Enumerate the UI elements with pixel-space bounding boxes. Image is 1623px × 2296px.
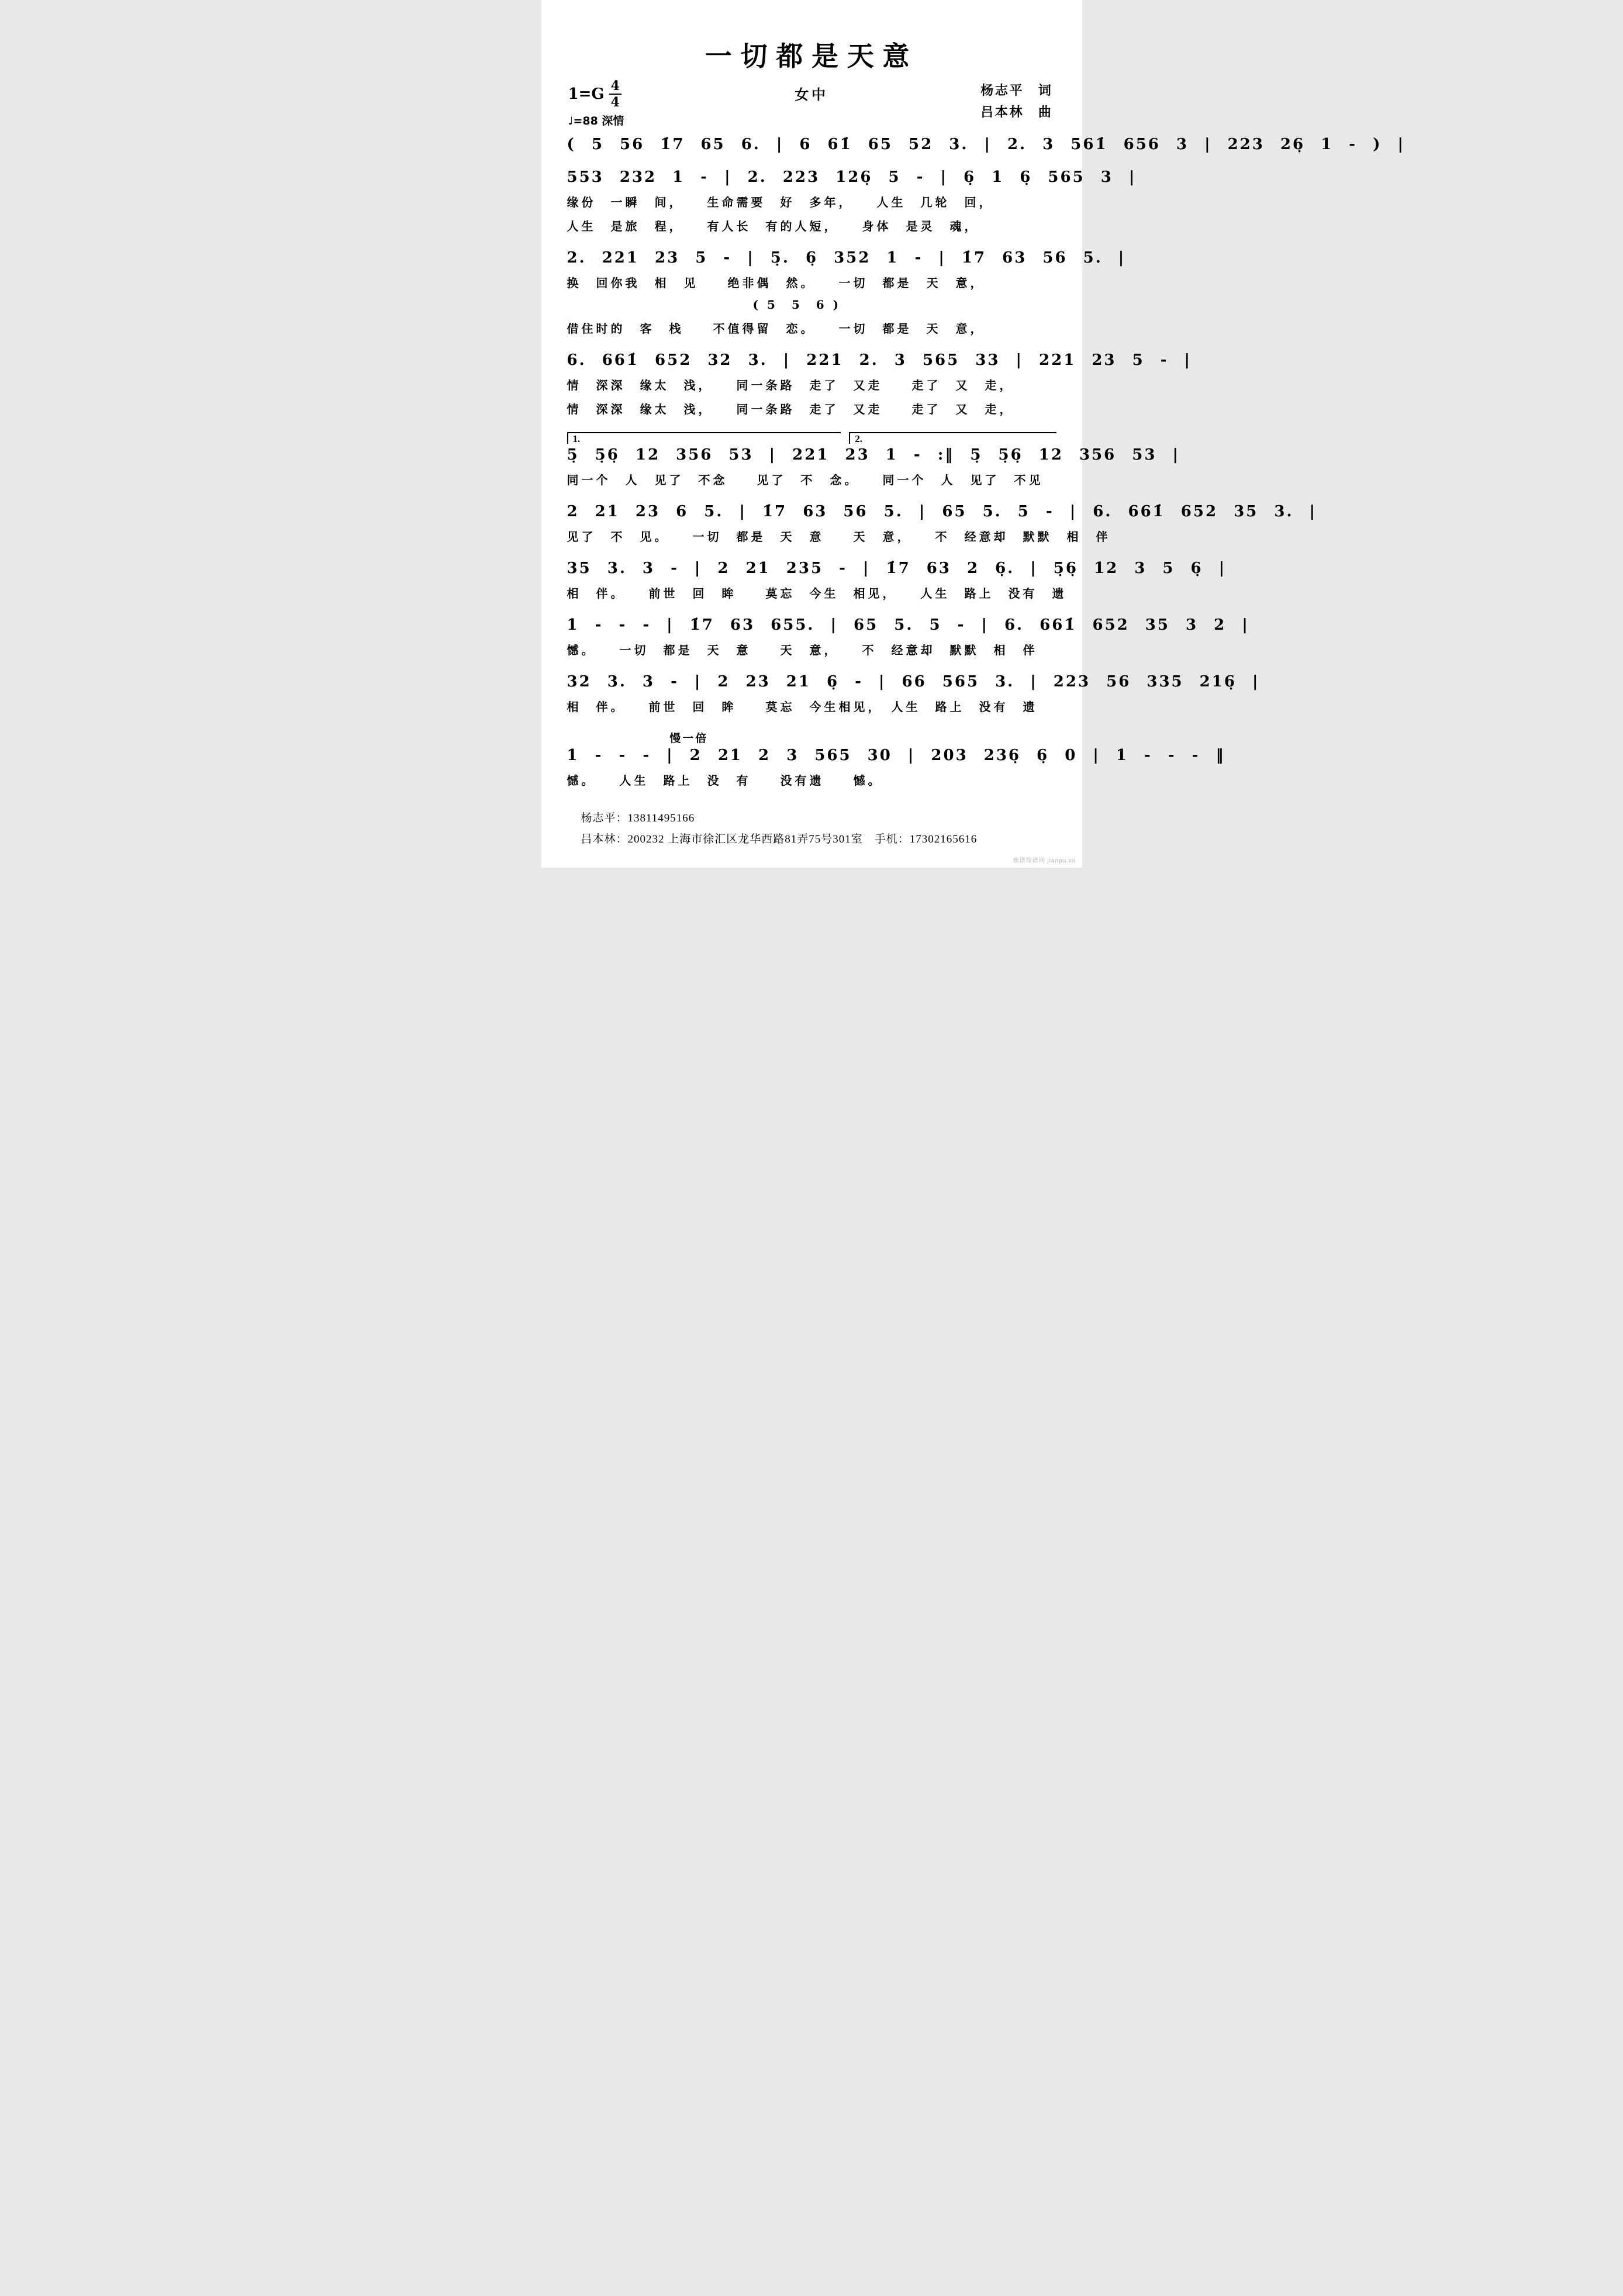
- volta-bracket-2: 2.: [849, 432, 1056, 444]
- lyric-line: 憾。 人生 路上 没 有 没有遗 憾。: [567, 775, 883, 788]
- volta-brackets: [567, 432, 1056, 444]
- notation-line: 2 21 23 6 5. | 1̇7 63 56 5. | 65 5. 5 - | 6. 661̇ 652 35 3. |: [567, 503, 1317, 520]
- notation-line: 32 3. 3 - | 2 23 21 6̣ - | 66 565 3. | 223 56 335 216̣ |: [567, 673, 1260, 690]
- lyric-line: 同一个 人 见了 不念 见了 不 念。 同一个 人 见了 不见: [567, 474, 1044, 487]
- notation-line: 553 232 1 - | 2. 223 126̣ 5 - | 6̣ 1 6̣ 565 3 |: [567, 168, 1137, 186]
- notation-line: ( 5 56 1̇7 65 6. | 6 61̇ 65 52 3. | 2. 3 561̇ 656 3 | 223 26̣ 1 - ) |: [567, 136, 1405, 153]
- sheet-music-page: [541, 0, 1405, 868]
- lyric-line-verse2: 情 深深 缘太 浅， 同一条路 走了 又走 走了 又 走，: [567, 403, 1014, 416]
- notation-line: 1 - - - | 2 21 2 3 565 30 | 203 236̣ 6̣ 0 | 1 - - - ‖: [567, 747, 1225, 764]
- lyric-line: 憾。 一切 都是 天 意 天 意， 不 经意却 默默 相 伴: [567, 644, 1038, 657]
- lyricist-credit: 杨志平 词: [980, 83, 1053, 98]
- site-watermark: 歌谱简谱网 jianpu.cn: [1013, 858, 1076, 865]
- key-label: 1=G: [568, 85, 605, 103]
- music-system-5: [565, 503, 1317, 544]
- lyric-line: 相 伴。 前世 回 眸 莫忘 今生相见， 人生 路上 没有 遗: [567, 701, 1038, 714]
- lyric-line-verse2: 人生 是旅 程， 有人长 有的人短， 身体 是灵 魂，: [567, 220, 979, 233]
- lyric-line-verse2: 借住时的 客 栈 不值得留 恋。 一切 都是 天 意，: [567, 323, 985, 336]
- notation-line: 2. 221 23 5 - | 5̣. 6̣ 352 1 - | 1̇7 63 56 5. |: [567, 249, 1126, 267]
- music-system-2: [565, 249, 1126, 336]
- lyric-line: 见了 不 见。 一切 都是 天 意 天 意， 不 经意却 默默 相 伴: [567, 531, 1111, 544]
- music-system-4-endings: [565, 432, 1180, 488]
- time-signature-top: 4: [609, 80, 621, 95]
- music-system-7: [565, 616, 1249, 658]
- lyric-line-verse1: 情 深深 缘太 浅， 同一条路 走了 又走 走了 又 走，: [567, 379, 1014, 392]
- music-system-8: [565, 673, 1260, 714]
- music-system-3: [565, 351, 1192, 417]
- tempo-marking: ♩=88 深情: [568, 115, 624, 127]
- music-system-9: [565, 730, 1225, 788]
- lyricist-contact: 杨志平：13811495166: [581, 812, 695, 824]
- voice-part-label: 女中: [795, 88, 828, 103]
- lyric-line: 相 伴。 前世 回 眸 莫忘 今生 相见， 人生 路上 没有 遗: [567, 588, 1067, 600]
- time-signature-bottom: 4: [610, 95, 620, 110]
- song-title: 一切都是天意: [705, 42, 918, 71]
- notation-line: 1 - - - | 1̇7 63 655. | 65 5. 5 - | 6. 661̇ 652 35 3 2 |: [567, 616, 1249, 634]
- music-system-intro: [565, 136, 1405, 153]
- credits: [980, 80, 1052, 123]
- lyric-line-verse1: 缘份 一瞬 间， 生命需要 好 多年， 人生 几轮 回，: [567, 196, 994, 209]
- lyric-line-verse1: 换 回你我 相 见 绝非偶 然。 一切 都是 天 意，: [567, 277, 985, 290]
- volta-bracket-1: 1.: [567, 432, 841, 444]
- contact-info: [565, 808, 1059, 850]
- notation-line: 5̣ 5̣6̣ 12 356 53 | 221 23 1 - :‖ 5̣ 5̣6̣ 12 356 53 |: [567, 446, 1180, 464]
- music-system-1: [565, 168, 1137, 234]
- notation-line: 6. 661̇ 652 32 3. | 221 2. 3 565 33 | 221 23 5 - |: [567, 351, 1192, 369]
- cue-notes-annotation: ( 5 5 6 ): [752, 298, 841, 312]
- tempo-change-annotation: 慢一倍: [669, 733, 709, 745]
- sheet-header: [565, 80, 1059, 136]
- notation-line: 35 3. 3 - | 2 21 235 - | 1̇7 63 2 6̣. | 5̣6̣ 12 3 5 6̣ |: [567, 560, 1227, 577]
- composer-contact: 吕本林：200232 上海市徐汇区龙华西路81弄75号301室 手机：17302165616: [581, 833, 978, 846]
- music-system-6: [565, 560, 1227, 601]
- composer-credit: 吕本林 曲: [980, 105, 1053, 120]
